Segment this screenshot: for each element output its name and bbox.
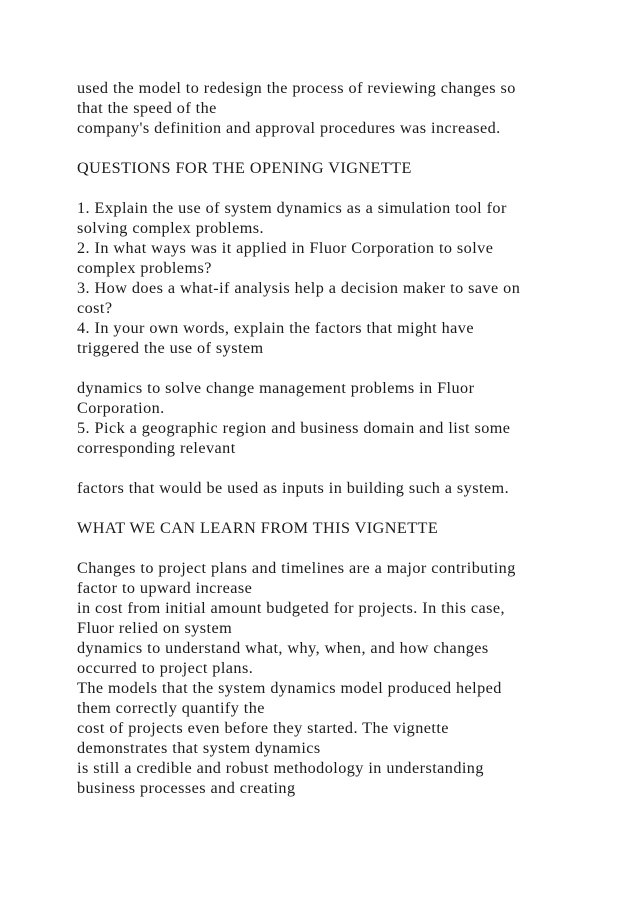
intro-line: that the speed of the bbox=[77, 99, 217, 117]
question-line: 4. In your own words, explain the factors that might have bbox=[77, 319, 474, 337]
question-line: complex problems? bbox=[77, 259, 212, 277]
paragraph-gap bbox=[77, 138, 622, 158]
learn-line: Fluor relied on system bbox=[77, 619, 233, 637]
question-line: corresponding relevant bbox=[77, 439, 236, 457]
paragraph-gap bbox=[77, 458, 622, 478]
paragraph-gap bbox=[77, 498, 622, 518]
question-line: Corporation. bbox=[77, 399, 165, 417]
question-line: triggered the use of system bbox=[77, 339, 264, 357]
learn-line: The models that the system dynamics model produced helped bbox=[77, 679, 502, 697]
learn-line: them correctly quantify the bbox=[77, 699, 265, 717]
question-line: 3. How does a what-if analysis help a decision maker to save on bbox=[77, 279, 521, 297]
learn-line: factor to upward increase bbox=[77, 579, 253, 597]
learn-line: is still a credible and robust methodology in understanding bbox=[77, 759, 484, 777]
question-line: factors that would be used as inputs in building such a system. bbox=[77, 479, 510, 497]
question-line: 1. Explain the use of system dynamics as a simulation tool for bbox=[77, 199, 507, 217]
intro-line: company's definition and approval procedures was increased. bbox=[77, 119, 501, 137]
learn-line: cost of projects even before they started. The vignette bbox=[77, 719, 449, 737]
learn-heading: WHAT WE CAN LEARN FROM THIS VIGNETTE bbox=[77, 519, 439, 537]
intro-line: used the model to redesign the process of reviewing changes so bbox=[77, 79, 516, 97]
question-line: solving complex problems. bbox=[77, 219, 265, 237]
question-line: cost? bbox=[77, 299, 113, 317]
questions-heading: QUESTIONS FOR THE OPENING VIGNETTE bbox=[77, 159, 412, 177]
learn-line: Changes to project plans and timelines are a major contributing bbox=[77, 559, 516, 577]
paragraph-gap bbox=[77, 178, 622, 198]
paragraph-gap bbox=[77, 358, 622, 378]
learn-line: in cost from initial amount budgeted for projects. In this case, bbox=[77, 599, 505, 617]
document-text bbox=[77, 78, 622, 798]
learn-line: occurred to project plans. bbox=[77, 659, 254, 677]
paragraph-gap bbox=[77, 538, 622, 558]
question-line: 5. Pick a geographic region and business domain and list some bbox=[77, 419, 511, 437]
learn-line: dynamics to understand what, why, when, and how changes bbox=[77, 639, 489, 657]
learn-line: demonstrates that system dynamics bbox=[77, 739, 321, 757]
question-line: 2. In what ways was it applied in Fluor Corporation to solve bbox=[77, 239, 494, 257]
learn-line: business processes and creating bbox=[77, 779, 296, 797]
question-line: dynamics to solve change management problems in Fluor bbox=[77, 379, 475, 397]
